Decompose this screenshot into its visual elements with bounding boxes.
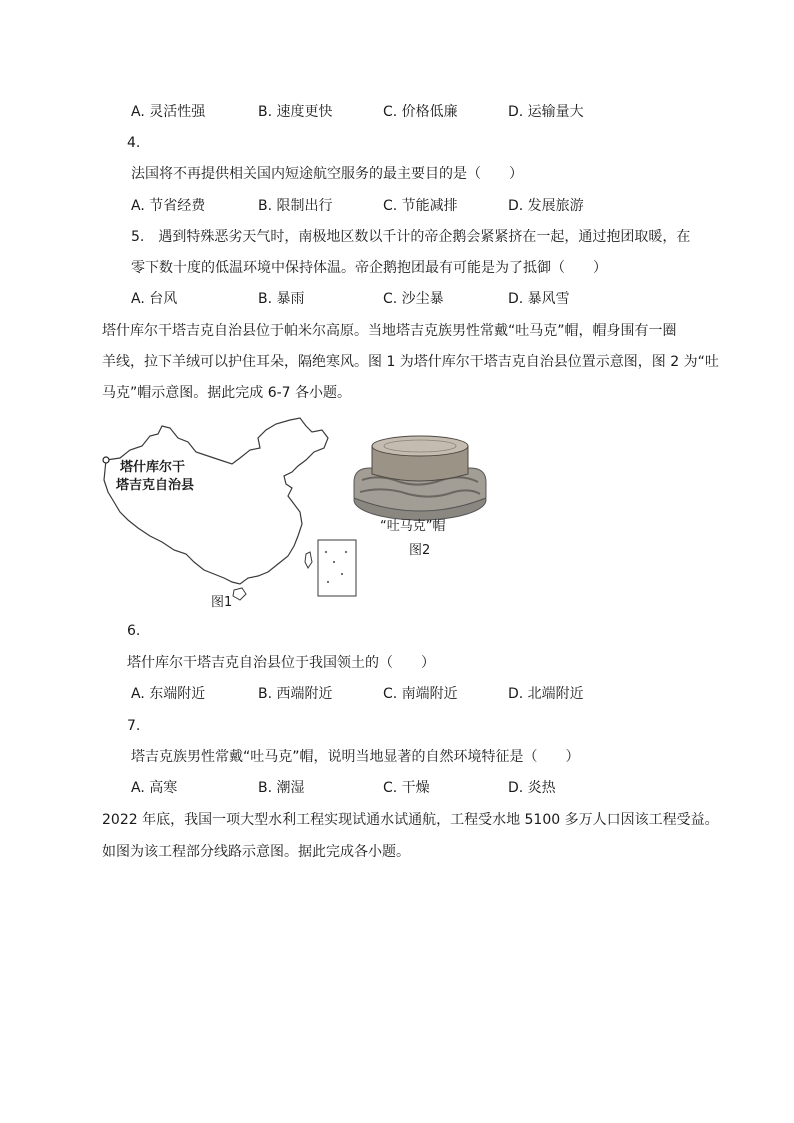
material2-line1: 2022 年底，我国一项大型水利工程实现试通水试通航，工程受水地 5100 多万人口因该工程受益。	[102, 812, 719, 828]
q7-option-c: C. 干燥	[383, 780, 430, 796]
fig1-place-label-line2: 塔吉克自治县	[116, 478, 195, 493]
q5-option-c: C. 沙尘暴	[383, 291, 444, 307]
q5-option-b: B. 暴雨	[258, 291, 305, 307]
figure2-tumak-hat	[350, 432, 490, 522]
q5-stem-line2: 零下数十度的低温环境中保持体温。帝企鹅抱团最有可能是为了抵御（ ）	[131, 260, 607, 276]
q3-option-b: B. 速度更快	[258, 104, 333, 120]
q5-option-a: A. 台风	[131, 291, 178, 307]
q6-option-d: D. 北端附近	[508, 686, 584, 702]
china-outline-svg	[100, 412, 362, 612]
hat-illustration-svg	[350, 432, 490, 522]
material2-line2: 如图为该工程部分线路示意图。据此完成各小题。	[102, 844, 410, 860]
q6-option-c: C. 南端附近	[383, 686, 458, 702]
taiwan-island	[305, 552, 312, 568]
q3-option-c: C. 价格低廉	[383, 104, 458, 120]
inset-dot	[327, 581, 329, 583]
q4-option-c: C. 节能减排	[383, 198, 458, 214]
figure1-china-map	[100, 412, 362, 612]
inset-dot	[333, 561, 335, 563]
q7-number: 7.	[127, 718, 141, 734]
q4-option-d: D. 发展旅游	[508, 198, 584, 214]
fig1-place-label-line1: 塔什库尔干	[120, 460, 186, 475]
q7-option-d: D. 炎热	[508, 780, 556, 796]
q7-option-b: B. 潮湿	[258, 780, 305, 796]
q3-option-d: D. 运输量大	[508, 104, 584, 120]
q4-option-a: A. 节省经费	[131, 198, 206, 214]
china-border-path	[104, 418, 328, 584]
q6-stem: 塔什库尔干塔吉克自治县位于我国领土的（ ）	[127, 655, 435, 671]
fig1-label: 图1	[211, 595, 233, 610]
q5-stem-line1: 5. 遇到特殊恶劣天气时，南极地区数以千计的帝企鹅会紧紧挤在一起，通过抱团取暖，在	[131, 229, 691, 245]
fig2-label: 图2	[409, 543, 431, 558]
fig2-caption: “吐马克”帽	[380, 519, 446, 534]
q7-option-a: A. 高寒	[131, 780, 178, 796]
q6-number: 6.	[127, 623, 141, 639]
inset-dot	[345, 551, 347, 553]
inset-dot	[341, 573, 343, 575]
location-marker-icon	[103, 457, 109, 463]
q3-option-a: A. 灵活性强	[131, 104, 206, 120]
q7-stem: 塔吉克族男性常戴“吐马克”帽，说明当地显著的自然环境特征是（ ）	[131, 749, 580, 765]
hainan-island	[233, 588, 246, 600]
inset-dot	[325, 551, 327, 553]
q4-stem: 法国将不再提供相关国内短途航空服务的最主要目的是（ ）	[131, 166, 523, 182]
material1-line2: 羊线，拉下羊绒可以护住耳朵，隔绝寒风。图 1 为塔什库尔干塔吉克自治县位置示意图，图 2 为“吐	[102, 354, 719, 370]
q6-option-b: B. 西端附近	[258, 686, 333, 702]
material1-line1: 塔什库尔干塔吉克自治县位于帕米尔高原。当地塔吉克族男性常戴“吐马克”帽，帽身围有一圈	[102, 323, 677, 339]
q4-option-b: B. 限制出行	[258, 198, 333, 214]
q5-option-d: D. 暴风雪	[508, 291, 570, 307]
material1-line3: 马克”帽示意图。据此完成 6-7 各小题。	[102, 385, 352, 401]
q6-option-a: A. 东端附近	[131, 686, 206, 702]
q4-number: 4.	[127, 135, 141, 151]
hat-crown-top	[372, 436, 468, 456]
south-china-sea-inset	[318, 540, 356, 596]
